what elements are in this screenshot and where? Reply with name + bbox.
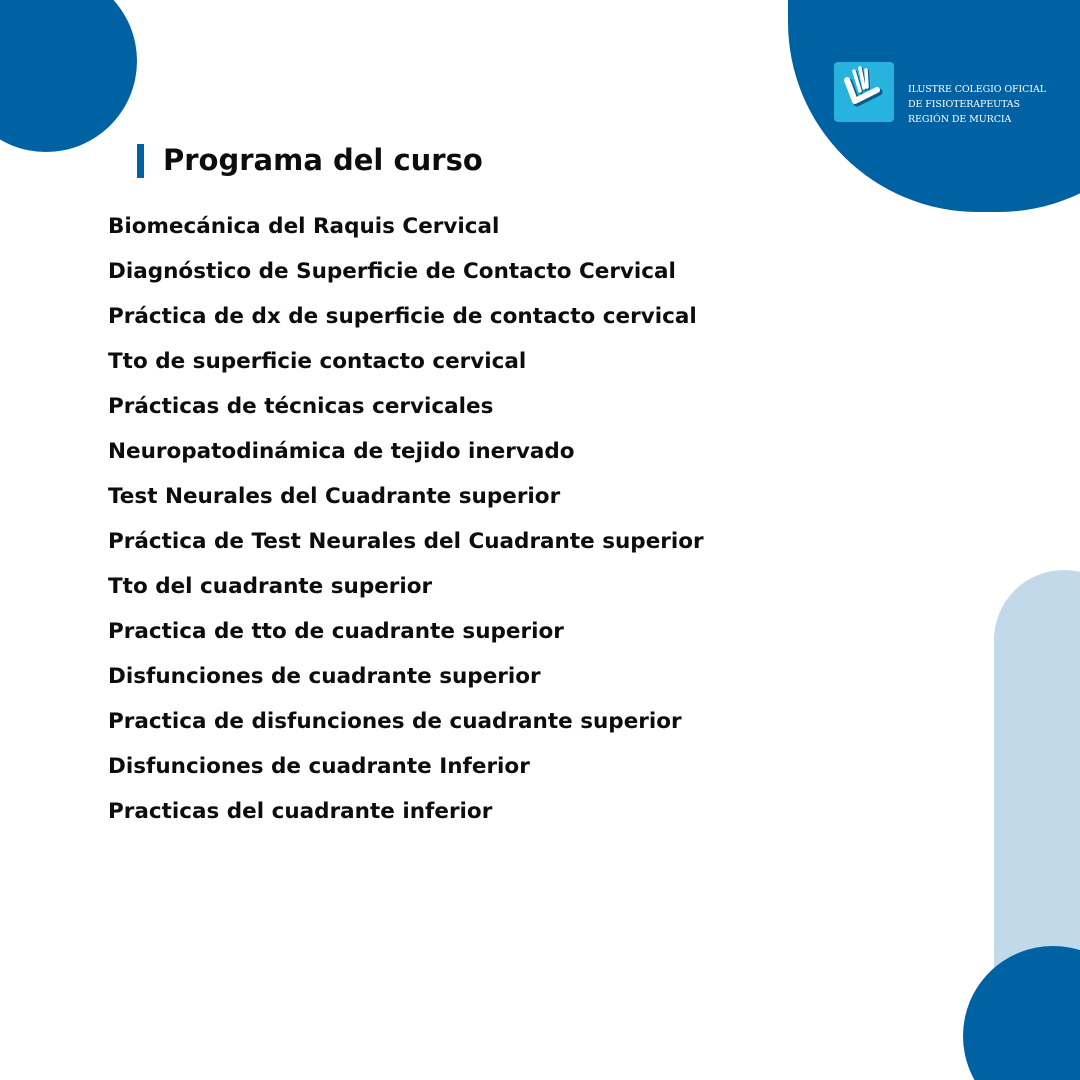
title-accent-bar — [137, 144, 144, 178]
decorative-circle-top-left — [0, 0, 137, 152]
page-title: Programa del curso — [163, 143, 483, 177]
list-item: Tto del cuadrante superior — [108, 574, 433, 599]
logo-text — [908, 82, 1058, 127]
list-item: Diagnóstico de Superficie de Contacto Cervical — [108, 259, 676, 284]
list-item: Prácticas de técnicas cervicales — [108, 394, 494, 419]
list-item: Practica de tto de cuadrante superior — [108, 619, 564, 644]
list-item: Biomecánica del Raquis Cervical — [108, 214, 500, 239]
decorative-circle-bottom-right — [963, 946, 1080, 1080]
logo-text-line-3: REGIÓN DE MURCIA — [908, 114, 1012, 125]
list-item: Tto de superficie contacto cervical — [108, 349, 527, 374]
logo-text-line-1: ILUSTRE COLEGIO OFICIAL — [908, 84, 1046, 95]
list-item: Práctica de Test Neurales del Cuadrante superior — [108, 529, 704, 554]
hand-icon — [834, 62, 894, 122]
logo — [834, 62, 894, 122]
list-item: Disfunciones de cuadrante Inferior — [108, 754, 530, 779]
list-item: Disfunciones de cuadrante superior — [108, 664, 541, 689]
list-item: Práctica de dx de superficie de contacto cervical — [108, 304, 697, 329]
list-item: Test Neurales del Cuadrante superior — [108, 484, 561, 509]
logo-text-line-2: DE FISIOTERAPEUTAS — [908, 99, 1020, 110]
course-list — [108, 204, 704, 834]
list-item: Neuropatodinámica de tejido inervado — [108, 439, 575, 464]
list-item: Practicas del cuadrante inferior — [108, 799, 493, 824]
list-item: Practica de disfunciones de cuadrante superior — [108, 709, 682, 734]
